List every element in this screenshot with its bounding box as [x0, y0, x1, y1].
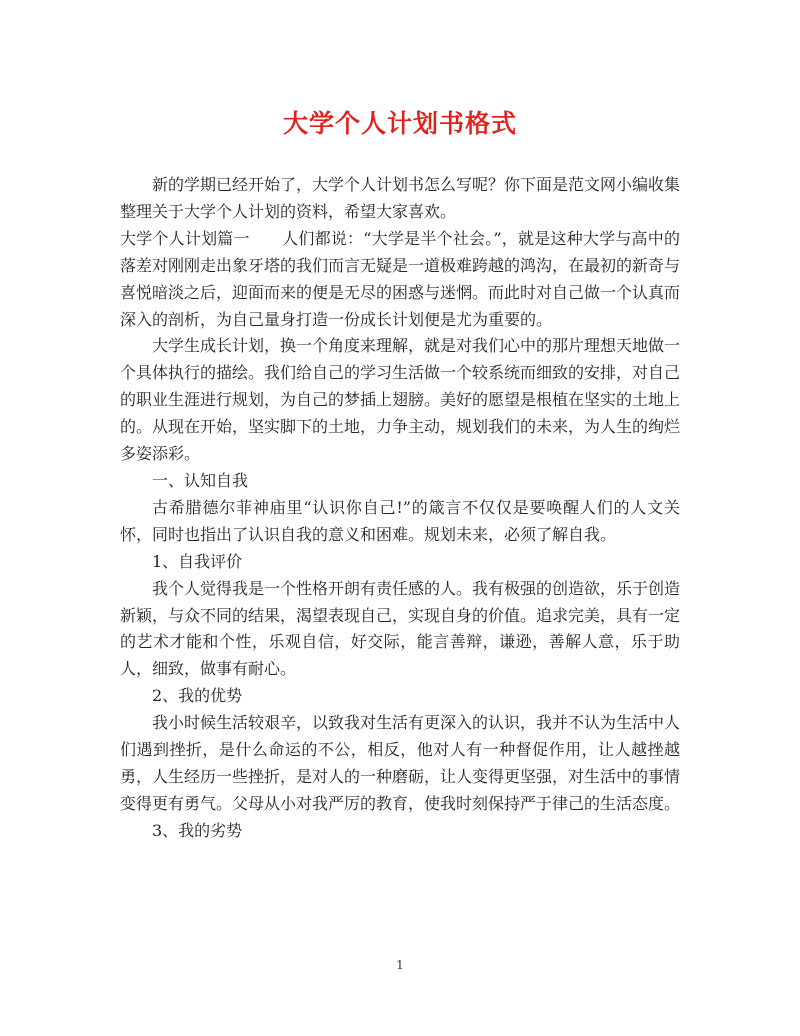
paragraph-strengths: 我小时候生活较艰辛，以致我对生活有更深入的认识，我并不认为生活中人们遇到挫折，是什么命运的不公，相反，他对人有一种督促作用，让人越挫越勇，人生经历一些挫折，是对人的一种磨砺，让人变得更坚强，对生活中的事情变得更有勇气。父母从小对我严厉的教育，使我时刻保持严于律己的生活态度。 — [120, 713, 681, 813]
document-body — [120, 172, 680, 845]
document-title: 大学个人计划书格式 — [282, 109, 517, 138]
section-heading-self-awareness: 一、认知自我 — [152, 470, 249, 490]
page-number: 1 — [396, 958, 404, 972]
subheading-strengths: 2、我的优势 — [152, 686, 243, 706]
subheading-self-evaluation: 1、自我评价 — [152, 551, 243, 571]
subheading-weaknesses: 3、我的劣势 — [152, 820, 243, 840]
paragraph-delphi: 古希腊德尔菲神庙里“认识你自己!”的箴言不仅仅是要唤醒人们的人文关怀，同时也指出了认识自我的意义和困难。规划未来，必须了解自我。 — [120, 497, 680, 544]
paragraph-self-evaluation: 我个人觉得我是一个性格开朗有责任感的人。我有极强的创造欲，乐于创造新颖，与众不同的结果，渴望表现自己，实现自身的价值。追求完美，具有一定的艺术才能和个性，乐观自信，好交际，能言善辩，谦逊，善解人意，乐于助人，细致，做事有耐心。 — [120, 578, 681, 679]
paragraph-plan-one: 大学个人计划篇一 人们都说：“大学是半个社会。”，就是这种大学与高中的落差对刚刚走出象牙塔的我们而言无疑是一道极难跨越的鸿沟，在最初的新奇与喜悦暗淡之后，迎面而来的便是无尽的困惑与迷惘。而此时对自己做一个认真而深入的剖析，为自己量身打造一份成长计划便是尤为重要的。 — [120, 228, 681, 329]
paragraph-growth-plan: 大学生成长计划，换一个角度来理解，就是对我们心中的那片理想天地做一个具体执行的描绘。我们给自己的学习生活做一个较系统而细致的安排，对自己的职业生涯进行规划，为自己的梦插上翅膀。美好的愿望是根植在坚实的土地上的。从现在开始，坚实脚下的土地，力争主动，规划我们的未来，为人生的绚烂多姿添彩。 — [120, 336, 681, 464]
paragraph-intro: 新的学期已经开始了，大学个人计划书怎么写呢？你下面是范文网小编收集整理关于大学个人计划的资料，希望大家喜欢。 — [120, 175, 681, 221]
